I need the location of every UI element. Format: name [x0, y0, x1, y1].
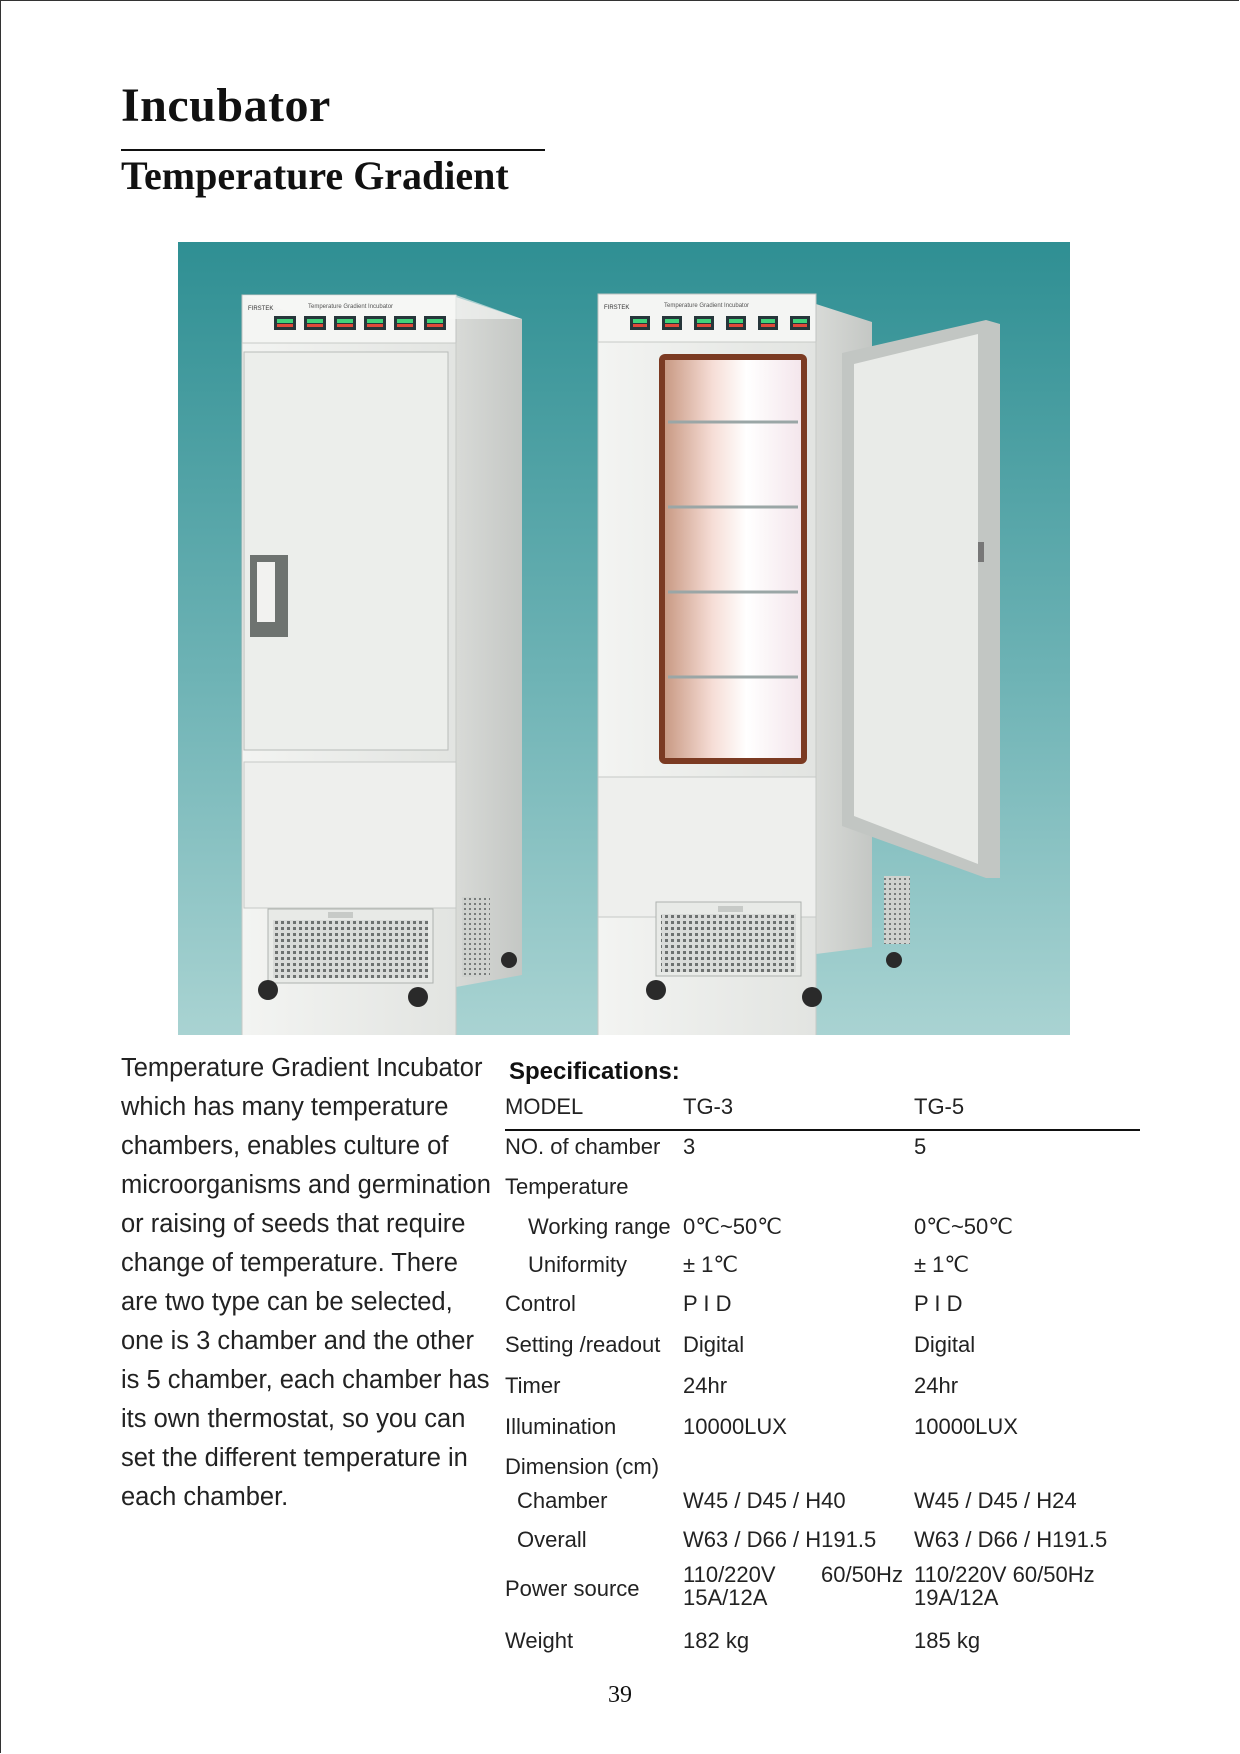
- svg-text:FIRSTEK: FIRSTEK: [604, 305, 630, 311]
- spec-value-tg5: TG-5: [914, 1094, 965, 1119]
- spec-label: Illumination: [505, 1414, 617, 1439]
- spec-value-tg5-voltage: 110/220V 60/50Hz: [914, 1562, 1095, 1587]
- product-description: Temperature Gradient Incubator which has many temperature chambers, enables culture of microorganisms and germination or raising of seeds that require change of temperature. There are two type can be selected, one is 3 chamber and the other is 5 chamber, each chamber has its own thermostat, so you can set the different temperature in each chamber.: [121, 1054, 491, 1511]
- spec-label: Dimension (cm): [505, 1454, 660, 1479]
- spec-label: Chamber: [517, 1488, 608, 1513]
- spec-value-tg5: W45 / D45 / H24: [914, 1488, 1077, 1513]
- spec-value-tg3: P I D: [683, 1291, 732, 1316]
- spec-value-tg3: W63 / D66 / H191.5: [683, 1527, 877, 1552]
- spec-value-tg5: P I D: [914, 1291, 963, 1316]
- spec-value-tg5-current: 19A/12A: [914, 1585, 999, 1610]
- spec-value-tg5: 24hr: [914, 1373, 959, 1398]
- page-title: Incubator: [121, 79, 331, 132]
- spec-label: Uniformity: [528, 1252, 628, 1277]
- spec-value-tg3: Digital: [683, 1332, 745, 1357]
- svg-text:Temperature Gradient Incubator: Temperature Gradient Incubator: [664, 303, 750, 309]
- spec-value-tg5: W63 / D66 / H191.5: [914, 1527, 1108, 1552]
- title-underline: [121, 149, 545, 151]
- spec-label: Temperature: [505, 1174, 629, 1199]
- spec-value-tg3: 0℃~50℃: [683, 1214, 782, 1239]
- svg-text:FIRSTEK: FIRSTEK: [248, 306, 274, 312]
- spec-value-tg3: 10000LUX: [683, 1414, 787, 1439]
- spec-value-tg5: Digital: [914, 1332, 976, 1357]
- spec-value-tg3: ± 1℃: [683, 1252, 739, 1277]
- spec-label: Setting /readout: [505, 1332, 661, 1357]
- spec-value-tg5: 10000LUX: [914, 1414, 1018, 1439]
- spec-value-tg3: 24hr: [683, 1373, 728, 1398]
- spec-value-tg3: 182 kg: [683, 1628, 750, 1653]
- spec-label: Timer: [505, 1373, 561, 1398]
- page-number: 39: [608, 1682, 632, 1708]
- product-photo: [178, 242, 1070, 1035]
- spec-value-tg5: 185 kg: [914, 1628, 981, 1653]
- svg-text:Temperature Gradient Incubator: Temperature Gradient Incubator: [308, 304, 394, 310]
- spec-value-tg3: TG-3: [683, 1094, 734, 1119]
- spec-value-tg3: 3: [683, 1134, 696, 1159]
- spec-value-tg3-current: 15A/12A: [683, 1585, 768, 1610]
- spec-value-tg5: 5: [914, 1134, 927, 1159]
- spec-label: NO. of chamber: [505, 1134, 661, 1159]
- spec-value-tg3-frequency: 60/50Hz: [821, 1562, 903, 1587]
- spec-label: MODEL: [505, 1094, 584, 1119]
- spec-value-tg3: W45 / D45 / H40: [683, 1488, 846, 1513]
- page-subtitle: Temperature Gradient: [121, 153, 509, 198]
- spec-label: Working range: [528, 1214, 671, 1239]
- spec-value-tg3-voltage: 110/220V: [683, 1562, 776, 1587]
- spec-label: Overall: [517, 1527, 587, 1552]
- spec-value-tg5: ± 1℃: [914, 1252, 970, 1277]
- spec-label: Power source: [505, 1576, 640, 1601]
- spec-header-rule: [505, 1129, 1140, 1131]
- spec-value-tg5: 0℃~50℃: [914, 1214, 1013, 1239]
- spec-label: Weight: [505, 1628, 574, 1653]
- spec-label: Control: [505, 1291, 576, 1316]
- specifications-heading: Specifications:: [509, 1058, 680, 1085]
